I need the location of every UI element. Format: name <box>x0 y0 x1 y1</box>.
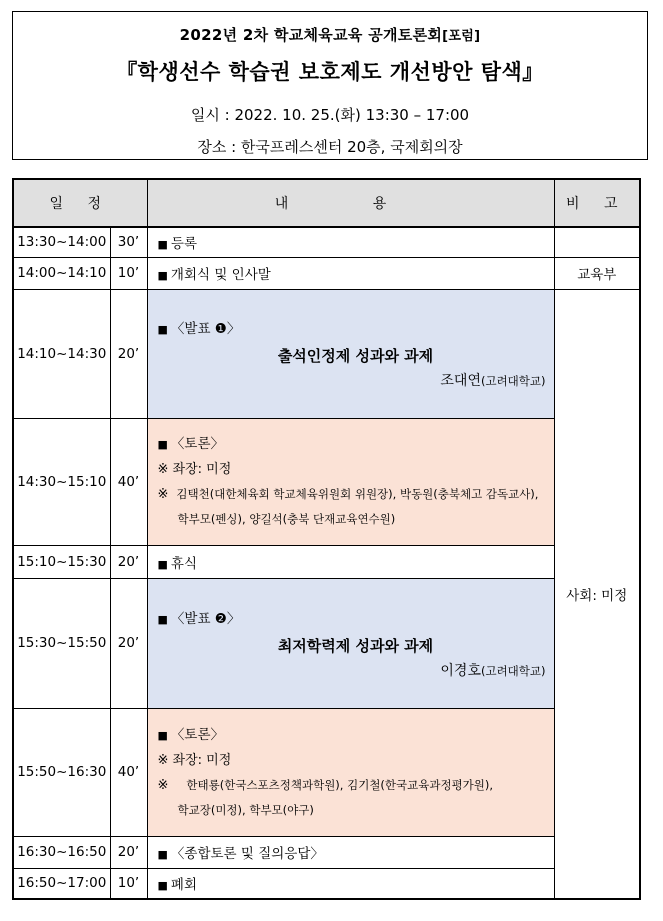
table-row <box>13 418 640 545</box>
table-row <box>13 227 640 257</box>
event-subtitle-tag: [포럼] <box>442 29 481 44</box>
table-row <box>13 545 640 578</box>
row-duration: 20’ <box>110 836 147 868</box>
event-place: 장소 : 한국프레스센터 20층, 국제회의장 <box>197 138 463 156</box>
event-date: 일시 : 2022. 10. 25.(화) 13:30 – 17:00 <box>190 106 470 124</box>
table-row <box>13 289 640 418</box>
moderator-note: 사회: 미정 <box>554 289 640 899</box>
row-time: 15:30~15:50 <box>13 578 110 708</box>
row-time: 16:50~17:00 <box>13 868 110 899</box>
event-subtitle <box>13 24 647 45</box>
row-duration: 10’ <box>110 257 147 289</box>
presentation-2-cell <box>147 578 554 708</box>
bullet-icon: ■ <box>157 557 168 571</box>
bullet-icon: ■ <box>157 269 168 282</box>
column-header-schedule: 일 정 <box>13 179 147 227</box>
row-content-text: 폐회 <box>170 877 197 894</box>
row-time: 16:30~16:50 <box>13 836 110 868</box>
row-content <box>147 257 554 289</box>
table-row <box>13 708 640 836</box>
discussion-2-cell <box>147 708 554 836</box>
row-content-text: 휴식 <box>170 555 197 572</box>
bullet-icon: ■ <box>157 238 168 252</box>
presentation-heading-text: 〈발표 ❶〉 <box>170 321 241 337</box>
presenter-affiliation: (고려대학교) <box>480 663 546 678</box>
panel-line-2: 학교장(미정), 학부모(야구) <box>177 802 314 817</box>
event-header <box>12 11 648 160</box>
table-header-row <box>13 179 640 227</box>
row-time: 15:50~16:30 <box>13 708 110 836</box>
schedule-table <box>12 178 641 900</box>
discussion-panel <box>158 773 554 798</box>
row-content <box>147 227 554 257</box>
event-subtitle-main: 2022년 2차 학교체육교육 공개토론회 <box>179 26 443 44</box>
row-duration: 10’ <box>110 868 147 899</box>
row-note: 교육부 <box>554 257 640 289</box>
bullet-icon: ■ <box>157 438 168 451</box>
panel-line-2: 학부모(펜싱), 양길석(충북 단재교육연수원) <box>177 512 396 526</box>
column-header-note: 비 고 <box>554 179 640 227</box>
presentation-heading <box>158 607 554 632</box>
row-content-text: 등록 <box>170 236 197 253</box>
presentation-heading-text: 〈발표 ❷〉 <box>170 610 241 627</box>
row-content-text: 개회식 및 인사말 <box>170 267 271 283</box>
event-title: 『학생선수 학습권 보호제도 개선방안 탐색』 <box>116 60 544 84</box>
row-time: 14:10~14:30 <box>13 289 110 418</box>
presentation-title: 출석인정제 성과와 과제 <box>277 347 434 365</box>
row-content-text: 〈종합토론 및 질의응답〉 <box>170 846 324 862</box>
row-duration: 20’ <box>110 578 147 708</box>
presenter <box>158 370 554 390</box>
row-note <box>554 227 640 257</box>
row-time: 14:00~14:10 <box>13 257 110 289</box>
discussion-heading-text: 〈토론〉 <box>170 436 224 452</box>
bullet-icon: ■ <box>157 612 168 626</box>
bullet-icon: ■ <box>157 879 168 893</box>
presenter <box>158 660 554 680</box>
row-duration: 40’ <box>110 708 147 836</box>
panel-mark: ※ <box>157 487 169 502</box>
bullet-icon: ■ <box>157 323 168 336</box>
table-row <box>13 868 640 899</box>
row-content <box>147 868 554 899</box>
discussion-heading-text: 〈토론〉 <box>170 726 224 743</box>
row-time: 13:30~14:00 <box>13 227 110 257</box>
discussion-1-cell <box>147 418 554 545</box>
row-duration: 20’ <box>110 545 147 578</box>
table-row <box>13 257 640 289</box>
presentation-heading <box>158 317 554 342</box>
row-time: 15:10~15:30 <box>13 545 110 578</box>
table-row <box>13 578 640 708</box>
row-content <box>147 545 554 578</box>
row-time: 14:30~15:10 <box>13 418 110 545</box>
presentation-1-cell <box>147 289 554 418</box>
row-content <box>147 836 554 868</box>
presentation-title: 최저학력제 성과와 과제 <box>277 636 434 655</box>
table-row <box>13 836 640 868</box>
panel-line-1: 김택천(대한체육회 학교체육위원회 위원장), 박동원(충북체고 감독교사), <box>176 487 539 501</box>
discussion-chair: ※ 좌장: 미정 <box>157 752 232 768</box>
panel-line-1: 한태룡(한국스포츠정책과학원), 김기철(한국교육과정평가원), <box>186 777 494 792</box>
presenter-affiliation: (고려대학교) <box>480 374 546 388</box>
panel-mark: ※ <box>157 777 169 793</box>
discussion-chair: ※ 좌장: 미정 <box>157 462 232 477</box>
column-header-content: 내 용 <box>147 179 554 227</box>
discussion-heading <box>158 723 554 748</box>
bullet-icon: ■ <box>157 728 168 742</box>
row-duration: 40’ <box>110 418 147 545</box>
discussion-panel <box>158 482 554 507</box>
bullet-icon: ■ <box>157 848 168 861</box>
presenter-name: 조대연 <box>440 373 481 389</box>
row-duration: 20’ <box>110 289 147 418</box>
row-duration: 30’ <box>110 227 147 257</box>
presenter-name: 이경호 <box>440 662 481 679</box>
discussion-heading <box>158 432 554 457</box>
